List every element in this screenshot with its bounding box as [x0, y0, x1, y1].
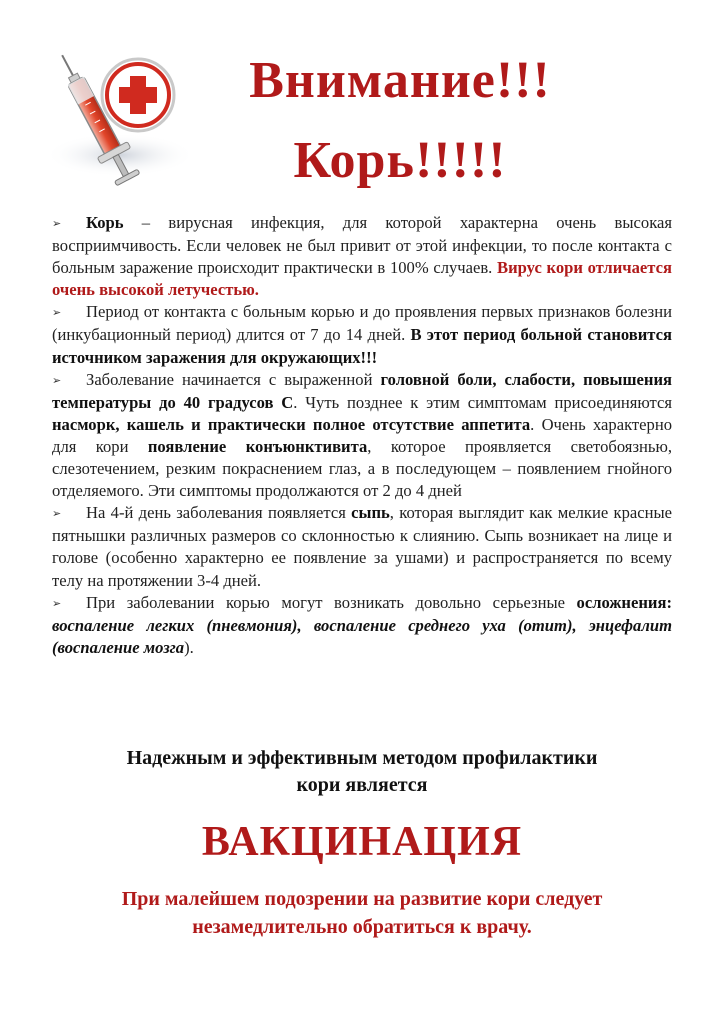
paragraph-text: сыпь: [351, 503, 390, 523]
warning-line-2: незамедлительно обратиться к врачу.: [192, 916, 532, 938]
paragraph-text: появление конъюнктивита: [147, 436, 368, 456]
paragraph-text: Корь: [86, 213, 124, 232]
prevention-note: [40, 745, 684, 799]
paragraph-text: осложнения:: [576, 592, 672, 612]
paragraph-text: ).: [184, 637, 194, 657]
paragraph-text: При заболевании корью могут возникать довольно серьезные: [86, 592, 577, 612]
bullet-arrow-icon: ➢: [52, 508, 62, 521]
paragraph: [52, 502, 672, 591]
warning-line-1: При малейшем подозрении на развитие кори следует: [121, 888, 603, 910]
bullet-arrow-icon: ➢: [52, 307, 62, 320]
paragraph-text: На 4-й день заболевания появляется: [86, 503, 352, 523]
page-subtitle: Корь!!!!!: [293, 132, 507, 189]
paragraph-text: Вирус кори отличается очень высокой летучестью.: [52, 258, 672, 300]
paragraph: [52, 592, 672, 659]
paragraph-text: Заболевание начинается с выраженной: [86, 369, 381, 389]
paragraph-text: головной боли, слабости, повышения температуры до 40 градусов С: [52, 369, 672, 412]
paragraph-text: В этот период больной становится источником заражения для окружающих!!!: [52, 325, 672, 367]
paragraph-text: . Чуть позднее к этим симптомам присоединяются: [293, 392, 672, 412]
bullet-arrow-icon: ➢: [52, 218, 62, 230]
prevention-line-2: кори является: [296, 774, 428, 796]
paragraph-text: воспаление легких (пневмония), воспаление среднего уха (отит), энцефалит (воспаление мозга: [52, 615, 672, 657]
paragraph-text: – вирусная инфекция, для которой характерна очень высокая восприимчивость. Если человек не был привит от этой инфекции, то после контакта с больным заражение происходит практически в 100% случаев.: [52, 213, 672, 278]
bullet-arrow-icon: ➢: [52, 597, 62, 610]
bullet-arrow-icon: ➢: [52, 374, 62, 387]
vaccination-heading: ВАКЦИНАЦИЯ: [201, 819, 523, 865]
paragraph: [52, 301, 672, 368]
paragraph-text: Период от контакта с больным корью и до проявления первых признаков болезни (инкубационный период) длится от 7 до 14 дней.: [52, 302, 672, 345]
paragraph-text: . Очень характерно для кори: [52, 414, 672, 456]
paragraph-text: насморк, кашель и практически полное отсутствие аппетита: [52, 414, 531, 434]
warning-note: [40, 885, 684, 941]
page-title: Внимание!!!: [249, 52, 551, 109]
article-body: [52, 212, 672, 659]
prevention-line-1: Надежным и эффективным методом профилактики: [126, 747, 598, 769]
syringe-red-cross-icon: [40, 40, 200, 190]
paragraph-text: , которая выглядит как мелкие красные пятнышки различных размеров со склонностью к слиянию. Сыпь возникает на лице и голове (особенно характерно ее появление за ушами) и распространяется по всему телу на протяжении 3-4 дней.: [52, 503, 672, 590]
paragraph-text: , которое проявляется светобоязнью, слезотечением, резким покраснением глаз, а в последующем – появлением гнойного отделяемого. Эти симптомы продолжаются от 2 до 4 дней: [52, 436, 672, 501]
paragraph: [52, 212, 672, 301]
paragraph: [52, 369, 672, 503]
